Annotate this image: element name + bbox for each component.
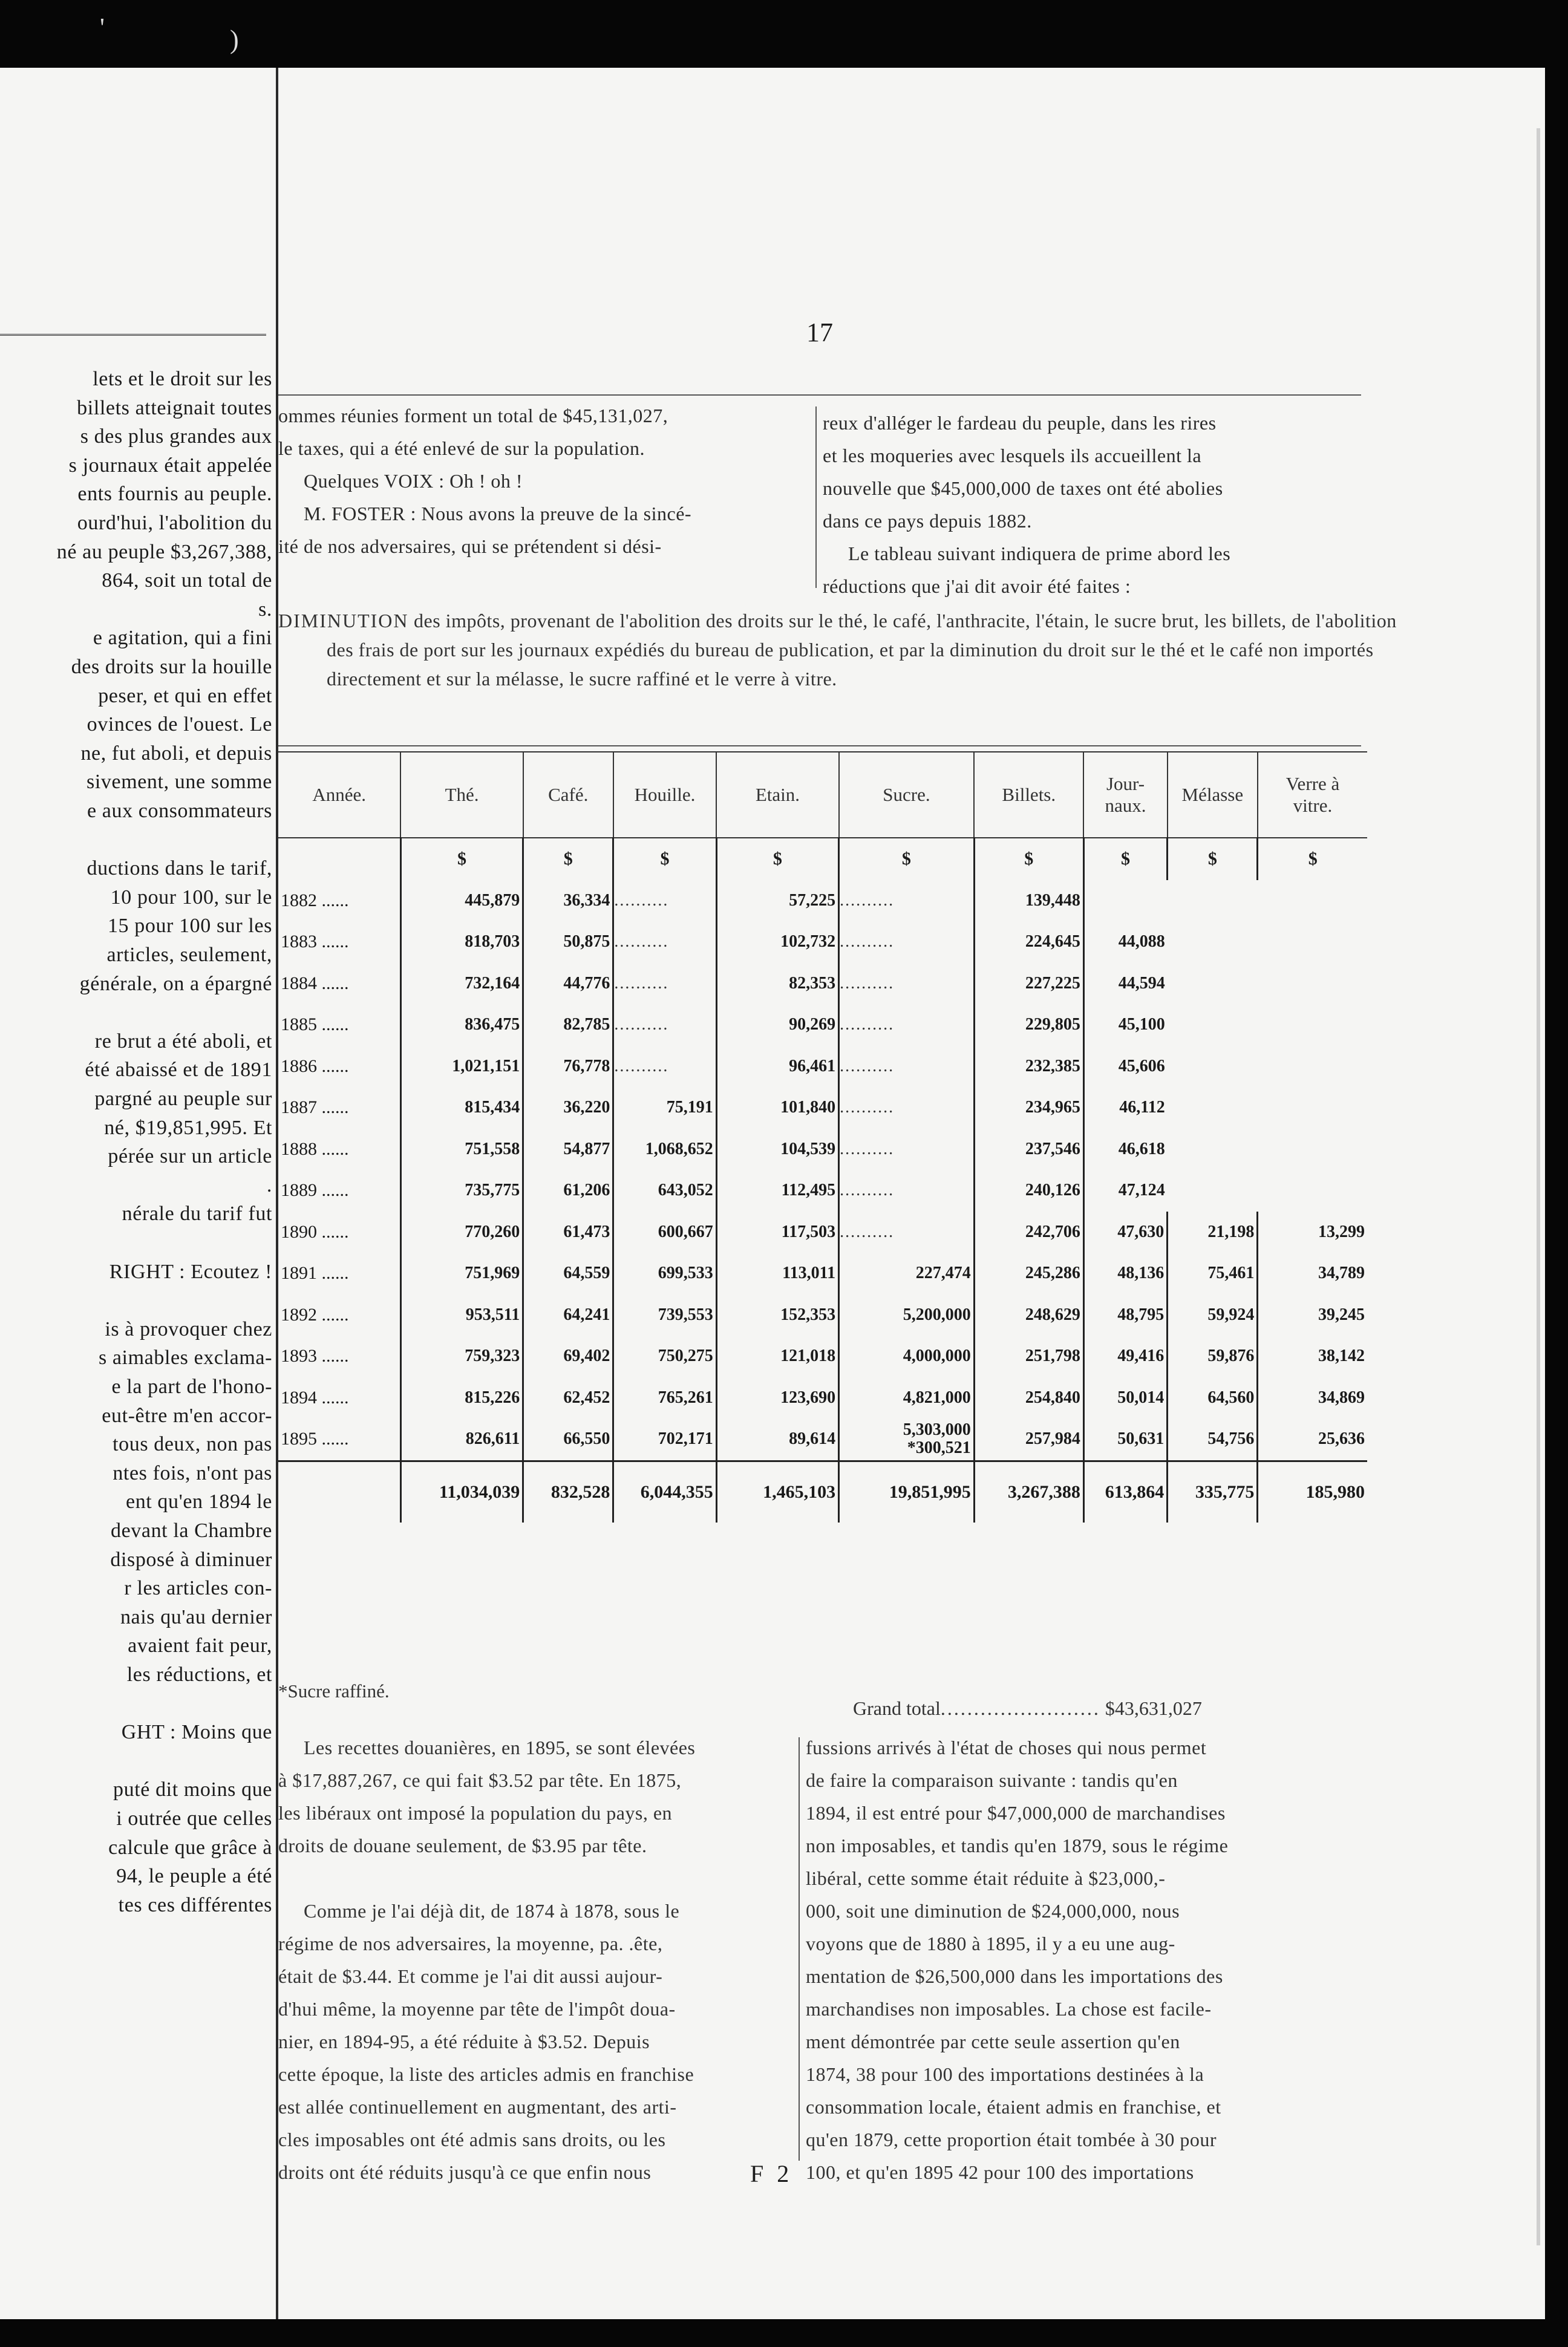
left-page-line: été abaissé et de 1891 [85,1059,272,1082]
value-cell [1258,921,1367,963]
table-row [278,1418,1367,1461]
value-cell: 245,286 [974,1253,1083,1294]
text-line: nier, en 1894-95, a été réduite à $3.52. Depuis [278,2031,650,2052]
grand-total-label: Grand total [853,1697,941,1719]
year-cell: 1883 ...... [281,932,349,952]
value-cell: 227,225 [974,963,1083,1005]
year-cell: 1889 ...... [281,1180,349,1201]
text-line: libéral, cette somme était réduite à $23,000,- [806,1867,1166,1889]
value-cell: 45,606 [1083,1046,1167,1088]
value-cell: 50,631 [1083,1418,1167,1461]
value-cell [1168,1004,1258,1046]
column-divider-top [815,406,817,588]
value-cell: 36,220 [523,1087,613,1129]
value-cell: 45,100 [1083,1004,1167,1046]
reduction-table [278,751,1367,1523]
left-page-line: ents fournis au peuple. [77,483,272,506]
text-line: voyons que de 1880 à 1895, il y a eu une aug- [806,1933,1175,1954]
text-line: d'hui même, la moyenne par tête de l'impôt doua- [278,1998,676,2020]
value-cell: 76,778 [523,1046,613,1088]
value-cell: 61,473 [523,1212,613,1253]
currency-mark: $ [1258,838,1367,880]
text-line: à $17,887,267, ce qui fait $3.52 par tête. En 1875, [278,1769,682,1791]
value-cell: 101,840 [716,1087,838,1129]
value-cell: 44,776 [523,963,613,1005]
left-page-line: puté dit moins que [113,1778,272,1801]
text-line: ité de nos adversaires, qui se prétendent si dési- [278,535,662,557]
bottom-left-column [278,1731,792,2189]
text-line: Comme je l'ai déjà dit, de 1874 à 1878, sous le [304,1900,680,1922]
left-page-line: ntes fois, n'ont pas [113,1461,272,1484]
value-cell: 49,416 [1083,1336,1167,1377]
value-cell [839,1087,975,1129]
value-cell [1168,1087,1258,1129]
column-header: Café. [523,752,613,838]
left-page-line: 864, soit un total de [102,569,272,592]
header-rule [278,394,1361,396]
value-cell: 257,984 [974,1418,1083,1461]
text-line: ommes réunies forment un total de $45,131,027, [278,405,668,426]
value-cell [1168,921,1258,963]
signature-mark: F 2 [750,2160,793,2187]
value-cell: 44,088 [1083,921,1167,963]
value-cell: 75,461 [1168,1253,1258,1294]
value-cell: 59,924 [1168,1294,1258,1336]
table-row [278,1087,1367,1129]
text-line: marchandises non imposables. La chose est facile- [806,1998,1212,2020]
value-cell: 739,553 [613,1294,716,1336]
left-page-line: RIGHT : Ecoutez ! [109,1260,272,1283]
left-page-line: s des plus grandes aux [80,425,272,448]
left-page-line: e aux consommateurs [87,800,272,822]
table-row [278,1004,1367,1046]
left-page-line: des droits sur la houille [71,656,272,678]
left-page-line: disposé à diminuer [110,1548,272,1571]
value-cell [1168,1170,1258,1212]
currency-mark: $ [1168,838,1258,880]
text-line: les libéraux ont imposé la population du pays, en [278,1802,673,1824]
left-page-line: GHT : Moins que [121,1721,272,1744]
text-line: non imposables, et tandis qu'en 1879, sous le régime [806,1835,1229,1856]
left-page-line: devant la Chambre [111,1520,272,1542]
value-cell: 770,260 [400,1212,523,1253]
currency-mark: $ [716,838,838,880]
total-cell: 335,775 [1168,1461,1258,1523]
text-line: le taxes, qui a été enlevé de sur la population. [278,437,645,459]
value-cell: 4,821,000 [839,1377,975,1419]
left-page-line: r les articles con- [124,1577,272,1600]
column-header: Année. [278,752,400,838]
value-cell: 89,614 [716,1418,838,1461]
left-page-line: ent qu'en 1894 le [126,1490,272,1513]
page-number: 17 [806,318,833,347]
value-cell [613,1004,716,1046]
text-line: droits de douane seulement, de $3.95 par tête. [278,1835,647,1856]
value-cell: 46,618 [1083,1129,1167,1170]
value-cell: 44,594 [1083,963,1167,1005]
table-top-rule [278,745,1361,746]
value-cell [1258,1129,1367,1170]
currency-mark: $ [400,838,523,880]
total-cell: 19,851,995 [839,1461,975,1523]
value-cell: 123,690 [716,1377,838,1419]
total-cell: 185,980 [1258,1461,1367,1523]
text-line: Les recettes douanières, en 1895, se sont élevées [304,1737,696,1758]
value-cell: 64,241 [523,1294,613,1336]
column-header: Mélasse [1168,752,1258,838]
value-cell [1258,1046,1367,1088]
column-header: Sucre. [839,752,975,838]
value-cell [839,1212,975,1253]
table-row [278,880,1367,922]
value-cell [1258,1170,1367,1212]
text-line: mentation de $26,500,000 dans les importations des [806,1965,1223,1987]
value-cell [839,963,975,1005]
year-cell: 1886 ...... [281,1056,349,1076]
value-cell: 836,475 [400,1004,523,1046]
total-cell: 613,864 [1083,1461,1167,1523]
value-cell: 121,018 [716,1336,838,1377]
table-row [278,1046,1367,1088]
left-page-line: sivement, une somme [87,771,272,794]
total-cell: 6,044,355 [613,1461,716,1523]
value-cell: 702,171 [613,1418,716,1461]
table-row [278,1377,1367,1419]
value-cell: 1,068,652 [613,1129,716,1170]
text-line: droits ont été réduits jusqu'à ce que enfin nous [278,2161,652,2183]
year-cell: 1887 ...... [281,1097,349,1118]
year-cell: 1888 ...... [281,1138,349,1159]
value-cell [1168,1046,1258,1088]
value-cell: 818,703 [400,921,523,963]
value-cell: 117,503 [716,1212,838,1253]
value-cell: 113,011 [716,1253,838,1294]
text-line: 000, soit une diminution de $24,000,000, nous [806,1900,1180,1922]
value-cell: 75,191 [613,1087,716,1129]
value-cell: 232,385 [974,1046,1083,1088]
value-cell: 224,645 [974,921,1083,963]
left-page-line: s journaux était appelée [68,454,272,477]
value-cell: 5,303,000 *300,521 [839,1418,975,1461]
value-cell: 643,052 [613,1170,716,1212]
value-cell: 248,629 [974,1294,1083,1336]
text-line: et les moqueries avec lesquels ils accueillent la [823,445,1202,466]
value-cell: 38,142 [1258,1336,1367,1377]
year-cell: 1891 ...... [281,1263,349,1284]
table-row [278,1170,1367,1212]
text-line [278,1862,792,1895]
year-cell: 1893 ...... [281,1346,349,1366]
text-line: consommation locale, étaient admis en franchise, et [806,2096,1221,2118]
value-cell: 815,434 [400,1087,523,1129]
value-cell: 112,495 [716,1170,838,1212]
year-cell: 1890 ...... [281,1221,349,1242]
film-mark-right: ) [230,25,239,54]
table-caption-lead: DIMINUTION [278,610,409,632]
top-right-column [823,406,1361,602]
value-cell: 139,448 [974,880,1083,922]
currency-mark: $ [1083,838,1167,880]
value-cell: 34,789 [1258,1253,1367,1294]
text-line: nouvelle que $45,000,000 de taxes ont été abolies [823,477,1223,499]
left-page [0,68,276,2319]
year-cell: 1882 ...... [281,890,349,910]
table-caption-text: des impôts, provenant de l'abolition des droits sur le thé, le café, l'anthracite, l'étain, le sucre brut, les billets, de l'abolition des frais de port sur les journaux expédiés du bureau de publication, et par la diminution du droit sur le thé et le café non importés directement et sur la mélasse, le sucre raffiné et le verre à vitre. [327,610,1397,690]
table-footnote: *Sucre raffiné. [278,1680,390,1702]
value-cell [839,921,975,963]
value-cell: 54,756 [1168,1418,1258,1461]
value-cell: 13,299 [1258,1212,1367,1253]
text-line: cette époque, la liste des articles admis en franchise [278,2063,694,2085]
left-page-line: avaient fait peur, [128,1634,272,1657]
left-page-line: s. [258,598,272,621]
value-cell: 47,630 [1083,1212,1167,1253]
left-page-line: ductions dans le tarif, [87,857,272,880]
left-page-line: nérale du tarif fut [122,1203,272,1226]
value-cell: 69,402 [523,1336,613,1377]
total-cell: 3,267,388 [974,1461,1083,1523]
currency-mark [278,838,400,880]
value-cell [839,1004,975,1046]
value-cell [839,880,975,922]
value-cell: 57,225 [716,880,838,922]
text-line: de faire la comparaison suivante : tandis qu'en [806,1769,1178,1791]
value-cell: 953,511 [400,1294,523,1336]
value-cell: 39,245 [1258,1294,1367,1336]
left-page-line: e agitation, qui a fini [93,627,272,650]
table-caption [278,606,1410,693]
grand-total [853,1697,1202,1720]
value-cell: 699,533 [613,1253,716,1294]
text-line: qu'en 1879, cette proportion était tombée à 30 pour [806,2129,1217,2150]
value-cell: 21,198 [1168,1212,1258,1253]
value-cell: 242,706 [974,1212,1083,1253]
table-row [278,921,1367,963]
value-cell: 152,353 [716,1294,838,1336]
left-page-line: lets et le droit sur les [93,368,272,390]
currency-mark: $ [613,838,716,880]
left-page-line: tes ces différentes [118,1893,272,1916]
column-header: Billets. [974,752,1083,838]
value-cell: 62,452 [523,1377,613,1419]
year-cell: 1894 ...... [281,1387,349,1408]
value-cell: 50,014 [1083,1377,1167,1419]
left-page-line: nais qu'au dernier [120,1605,272,1628]
value-cell: 50,875 [523,921,613,963]
value-cell: 48,795 [1083,1294,1167,1336]
value-cell [1168,963,1258,1005]
left-page-line: i outrée que celles [116,1807,272,1830]
table-row [278,1294,1367,1336]
left-page-line: né, $19,851,995. Et [104,1116,272,1139]
left-page-line: is à provoquer chez [105,1317,272,1340]
right-page [276,68,1545,2319]
total-cell: 11,034,039 [400,1461,523,1523]
value-cell: 254,840 [974,1377,1083,1419]
left-page-line: pargné au peuple sur [94,1088,272,1110]
total-cell [278,1461,400,1523]
column-header: Verre à vitre. [1258,752,1367,838]
value-cell: 48,136 [1083,1253,1167,1294]
value-cell: 90,269 [716,1004,838,1046]
value-cell: 96,461 [716,1046,838,1088]
value-cell: 237,546 [974,1129,1083,1170]
value-cell: 82,353 [716,963,838,1005]
column-divider-bottom [799,1737,800,2161]
value-cell: 240,126 [974,1170,1083,1212]
table-row [278,1336,1367,1377]
value-cell [839,1046,975,1088]
total-cell: 1,465,103 [716,1461,838,1523]
year-cell: 1885 ...... [281,1014,349,1035]
value-cell: 751,969 [400,1253,523,1294]
value-cell: 751,558 [400,1129,523,1170]
value-cell: 61,206 [523,1170,613,1212]
value-cell: 765,261 [613,1377,716,1419]
value-cell [1258,1004,1367,1046]
value-cell: 104,539 [716,1129,838,1170]
left-page-line: articles, seulement, [106,944,272,966]
value-cell: 34,869 [1258,1377,1367,1419]
left-page-line: calcule que grâce à [108,1836,272,1859]
bottom-right-column [806,1731,1354,2189]
film-mark-left: ' [100,13,105,42]
reduction-table-grid [278,751,1367,1523]
left-page-line: billets atteignait toutes [77,396,272,419]
top-left-column [278,399,811,563]
value-cell [839,1129,975,1170]
left-page-line: peser, et qui en effet [98,684,272,707]
value-cell: 735,775 [400,1170,523,1212]
currency-mark: $ [974,838,1083,880]
value-cell: 826,611 [400,1418,523,1461]
left-page-line: pérée sur un article [108,1145,272,1168]
column-header: Etain. [716,752,838,838]
value-cell [1258,880,1367,922]
year-cell: 1892 ...... [281,1304,349,1325]
value-cell [1168,1129,1258,1170]
left-page-line: ne, fut aboli, et depuis [80,742,272,765]
currency-mark: $ [523,838,613,880]
left-page-line: tous deux, non pas [113,1433,272,1456]
left-page-line: les réductions, et [126,1663,272,1686]
left-page-line: ovinces de l'ouest. Le [87,713,272,736]
text-line: 100, et qu'en 1895 42 pour 100 des importations [806,2161,1194,2183]
value-cell [613,1046,716,1088]
value-cell [613,963,716,1005]
year-cell: 1884 ...... [281,973,349,993]
value-cell: 102,732 [716,921,838,963]
value-cell: 600,667 [613,1212,716,1253]
table-row [278,1129,1367,1170]
total-cell: 832,528 [523,1461,613,1523]
grand-total-value: $43,631,027 [1105,1697,1202,1719]
text-line: reux d'alléger le fardeau du peuple, dans les rires [823,412,1217,434]
value-cell: 1,021,151 [400,1046,523,1088]
value-cell: 5,200,000 [839,1294,975,1336]
value-cell: 4,000,000 [839,1336,975,1377]
table-row [278,1253,1367,1294]
left-page-rule [0,334,266,336]
left-page-line: eut-être m'en accor- [102,1404,272,1427]
value-cell: 759,323 [400,1336,523,1377]
text-line: Quelques VOIX : Oh ! oh ! [304,470,523,492]
value-cell: 47,124 [1083,1170,1167,1212]
page-edge-shadow [1537,128,1540,2245]
text-line: Le tableau suivant indiquera de prime abord les [848,543,1231,564]
text-line: était de $3.44. Et comme je l'ai dit aussi aujour- [278,1965,663,1987]
value-cell: 251,798 [974,1336,1083,1377]
value-cell [613,921,716,963]
column-header: Houille. [613,752,716,838]
column-header: Thé. [400,752,523,838]
currency-mark: $ [839,838,975,880]
left-page-line: 10 pour 100, sur le [110,886,272,909]
value-cell: 229,805 [974,1004,1083,1046]
value-cell: 36,334 [523,880,613,922]
value-cell: 82,785 [523,1004,613,1046]
year-cell: 1895 ...... [281,1429,349,1449]
text-line: est allée continuellement en augmentant, des arti- [278,2096,677,2118]
left-page-line: e la part de l'hono- [111,1376,272,1398]
text-line: réductions que j'ai dit avoir été faites : [823,575,1131,597]
value-cell: 732,164 [400,963,523,1005]
value-cell [1083,880,1167,922]
text-line: régime de nos adversaires, la moyenne, pa. .ête, [278,1933,663,1954]
value-cell: 750,275 [613,1336,716,1377]
value-cell: 64,559 [523,1253,613,1294]
value-cell: 234,965 [974,1087,1083,1129]
table-row [278,1212,1367,1253]
text-line: ment démontrée par cette seule assertion qu'en [806,2031,1180,2052]
table-row [278,963,1367,1005]
value-cell [1258,963,1367,1005]
value-cell: 59,876 [1168,1336,1258,1377]
value-cell: 64,560 [1168,1377,1258,1419]
value-cell: 227,474 [839,1253,975,1294]
text-line: fussions arrivés à l'état de choses qui nous permet [806,1737,1207,1758]
text-line: 1874, 38 pour 100 des importations destinées à la [806,2063,1204,2085]
value-cell: 66,550 [523,1418,613,1461]
text-line: cles imposables ont été admis sans droits, ou les [278,2129,666,2150]
left-page-line: s aimables exclama- [98,1347,272,1369]
value-cell: 445,879 [400,880,523,922]
value-cell: 815,226 [400,1377,523,1419]
text-line: 1894, il est entré pour $47,000,000 de marchandises [806,1802,1226,1824]
value-cell [1258,1087,1367,1129]
left-page-line: générale, on a épargné [79,972,272,995]
totals-row [278,1461,1367,1523]
left-page-line: 15 pour 100 sur les [107,915,272,938]
column-header: Jour- naux. [1083,752,1167,838]
text-line: dans ce pays depuis 1882. [823,510,1032,532]
value-cell: 54,877 [523,1129,613,1170]
value-cell [839,1170,975,1212]
text-line: M. FOSTER : Nous avons la preuve de la sincé- [304,503,692,524]
grand-total-leader: ........................ [940,1697,1100,1719]
value-cell: 25,636 [1258,1418,1367,1461]
left-page-line: . [266,1174,272,1196]
left-page-line: 94, le peuple a été [116,1865,272,1888]
value-cell [1168,880,1258,922]
value-cell: 46,112 [1083,1087,1167,1129]
left-page-line: ourd'hui, l'abolition du [77,512,272,534]
left-page-line: né au peuple $3,267,388, [56,540,272,563]
left-page-line: re brut a été aboli, et [94,1030,272,1053]
value-cell [613,880,716,922]
